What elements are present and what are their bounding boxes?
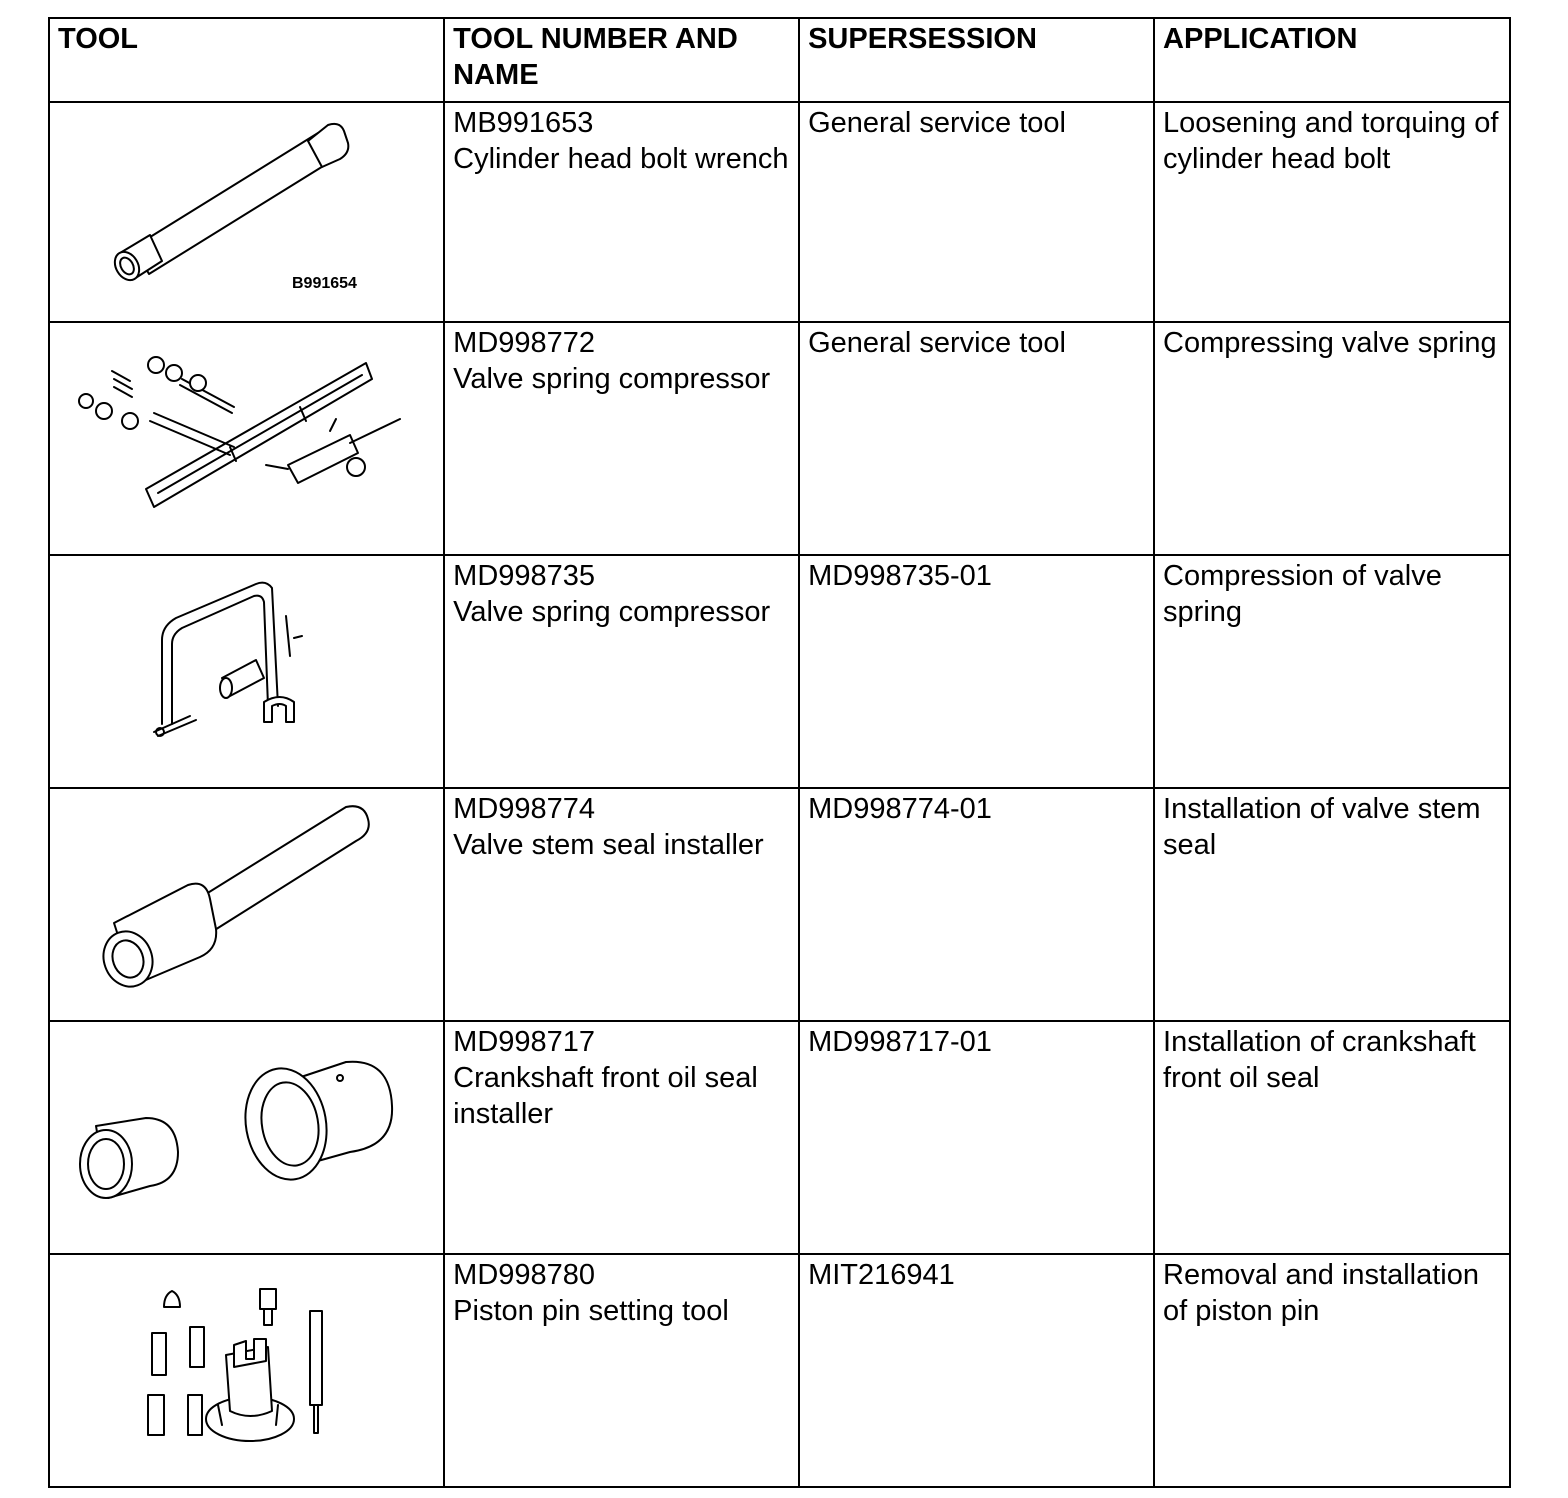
tool-number-name-cell xyxy=(444,1021,799,1254)
tool-number-name-cell xyxy=(444,102,799,322)
special-tools-table xyxy=(48,17,1511,1488)
header-supersession: SUPERSESSION xyxy=(799,18,1154,102)
tool-name: Cylinder head bolt wrench xyxy=(453,143,789,175)
tool-image-cell xyxy=(49,788,444,1021)
oil-seal-installer-icon xyxy=(50,1022,442,1251)
table-row xyxy=(49,322,1510,555)
application-cell: Removal and installation of piston pin xyxy=(1154,1254,1510,1487)
supersession-cell: MD998717-01 xyxy=(799,1021,1154,1254)
application-cell: Installation of crankshaft front oil seal xyxy=(1154,1021,1510,1254)
valve-spring-compressor-clamp-icon xyxy=(50,556,442,785)
tool-number-name-cell xyxy=(444,788,799,1021)
table-row xyxy=(49,788,1510,1021)
supersession-cell: General service tool xyxy=(799,322,1154,555)
tool-image-cell xyxy=(49,102,444,322)
tool-image-cell xyxy=(49,555,444,788)
supersession-cell: MD998735-01 xyxy=(799,555,1154,788)
tool-name: Valve spring compressor xyxy=(453,596,771,628)
application-cell: Installation of valve stem seal xyxy=(1154,788,1510,1021)
socket-wrench-icon xyxy=(50,103,442,319)
seal-installer-icon xyxy=(50,789,442,1018)
header-application: APPLICATION xyxy=(1154,18,1510,102)
application-cell: Loosening and torquing of cylinder head bolt xyxy=(1154,102,1510,322)
tool-number: MD998735 xyxy=(453,560,596,592)
tool-number: MD998717 xyxy=(453,1026,596,1058)
tool-image-cell xyxy=(49,322,444,555)
supersession-cell: MD998774-01 xyxy=(799,788,1154,1021)
table-row xyxy=(49,102,1510,322)
tool-number: MD998774 xyxy=(453,793,596,825)
header-tool: TOOL xyxy=(49,18,444,102)
tool-number-name-cell xyxy=(444,555,799,788)
table-row xyxy=(49,555,1510,788)
table-row xyxy=(49,1021,1510,1254)
tool-number: MD998772 xyxy=(453,327,596,359)
tool-name: Valve stem seal installer xyxy=(453,829,764,861)
tool-name: Crankshaft front oil seal installer xyxy=(453,1062,758,1130)
table-header-row xyxy=(49,18,1510,102)
tool-image-cell xyxy=(49,1254,444,1487)
valve-spring-compressor-kit-icon xyxy=(50,323,442,552)
supersession-cell: General service tool xyxy=(799,102,1154,322)
application-cell: Compression of valve spring xyxy=(1154,555,1510,788)
application-cell: Compressing valve spring xyxy=(1154,322,1510,555)
tool-name: Valve spring compressor xyxy=(453,363,771,395)
image-label: B991654 xyxy=(292,275,357,292)
tool-number-name-cell xyxy=(444,322,799,555)
tool-number: MB991653 xyxy=(453,107,594,139)
tool-number: MD998780 xyxy=(453,1259,596,1291)
tool-image-cell xyxy=(49,1021,444,1254)
piston-pin-tool-icon xyxy=(50,1255,442,1484)
table-row xyxy=(49,1254,1510,1487)
supersession-cell: MIT216941 xyxy=(799,1254,1154,1487)
tool-number-name-cell xyxy=(444,1254,799,1487)
header-tool-number-and-name: TOOL NUMBER AND NAME xyxy=(444,18,799,102)
tool-name: Piston pin setting tool xyxy=(453,1295,729,1327)
